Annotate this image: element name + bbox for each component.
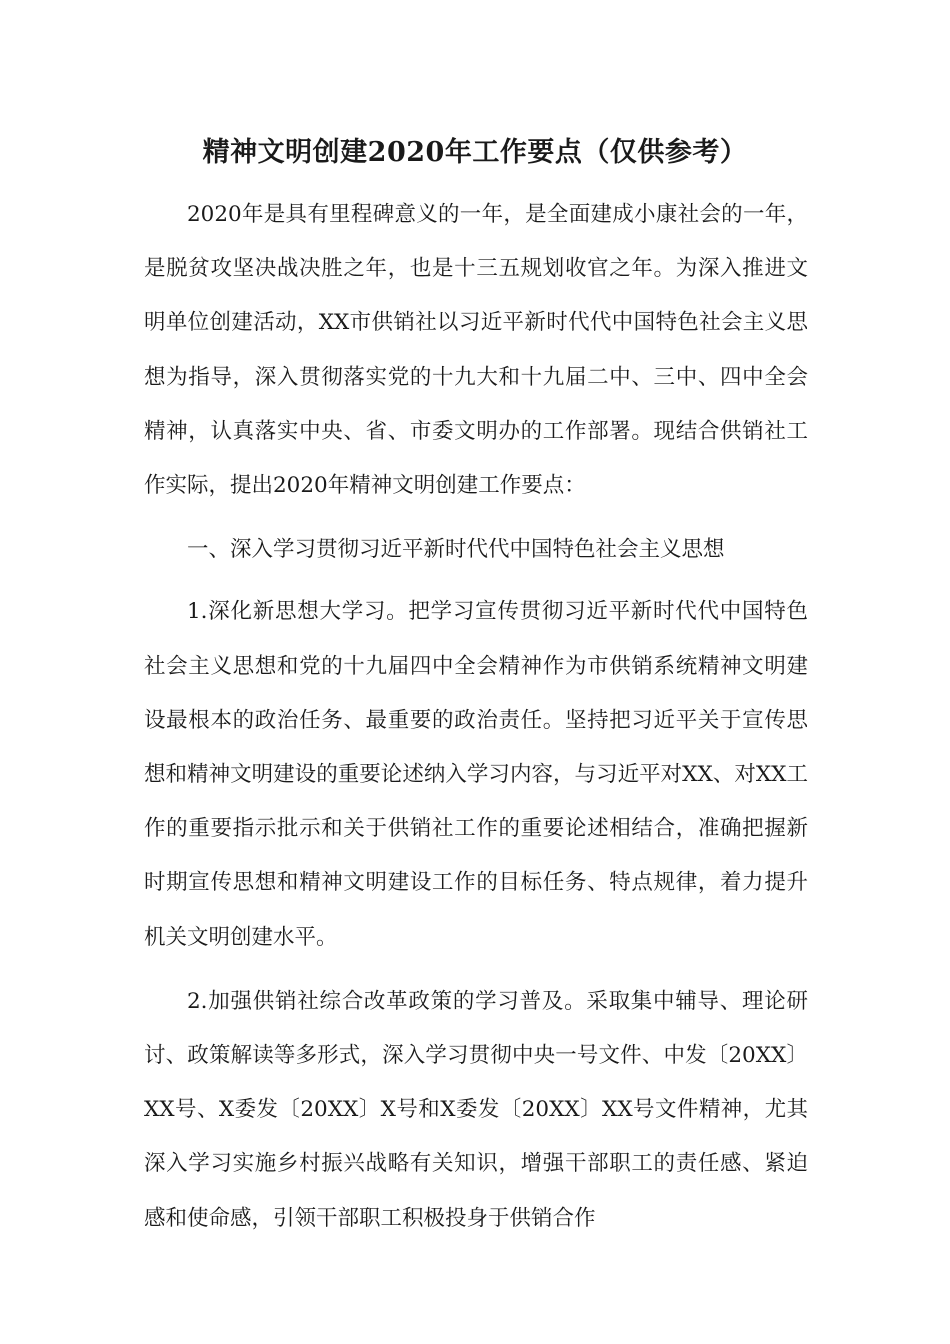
intro-paragraph: 2020年是具有里程碑意义的一年，是全面建成小康社会的一年，是脱贫攻坚决战决胜之年，也是十三五规划收官之年。为深入推进文明单位创建活动，XX市供销社以习近平新时代代中国特色社会主义思想为指导，深入贯彻落实党的十九大和十九届二中、三中、四中全会精神，认真落实中央、省、市委文明办的工作部署。现结合供销社工作实际，提出2020年精神文明创建工作要点： [144,202,808,499]
document-body [144,188,808,1256]
document-title: 精神文明创建2020年工作要点（仅供参考） [202,137,748,168]
section-heading-1: 一、深入学习贯彻习近平新时代代中国特色社会主义思想 [187,537,725,563]
item-paragraph-1: 1.深化新思想大学习。把学习宣传贯彻习近平新时代代中国特色社会主义思想和党的十九届四中全会精神作为市供销系统精神文明建设最根本的政治任务、最重要的政治责任。坚持把习近平关于宣传思想和精神文明建设的重要论述纳入学习内容，与习近平对XX、对XX工作的重要指示批示和关于供销社工作的重要论述相结合，准确把握新时期宣传思想和精神文明建设工作的目标任务、特点规律，着力提升机关文明创建水平。 [144,599,808,950]
item-paragraph-2: 2.加强供销社综合改革政策的学习普及。采取集中辅导、理论研讨、政策解读等多形式，深入学习贯彻中央一号文件、中发〔20XX〕XX号、X委发〔20XX〕X号和X委发〔20XX〕XX号文件精神，尤其深入学习实施乡村振兴战略有关知识，增强干部职工的责任感、紧迫感和使命感，引领干部职工积极投身于供销合作 [144,988,808,1231]
